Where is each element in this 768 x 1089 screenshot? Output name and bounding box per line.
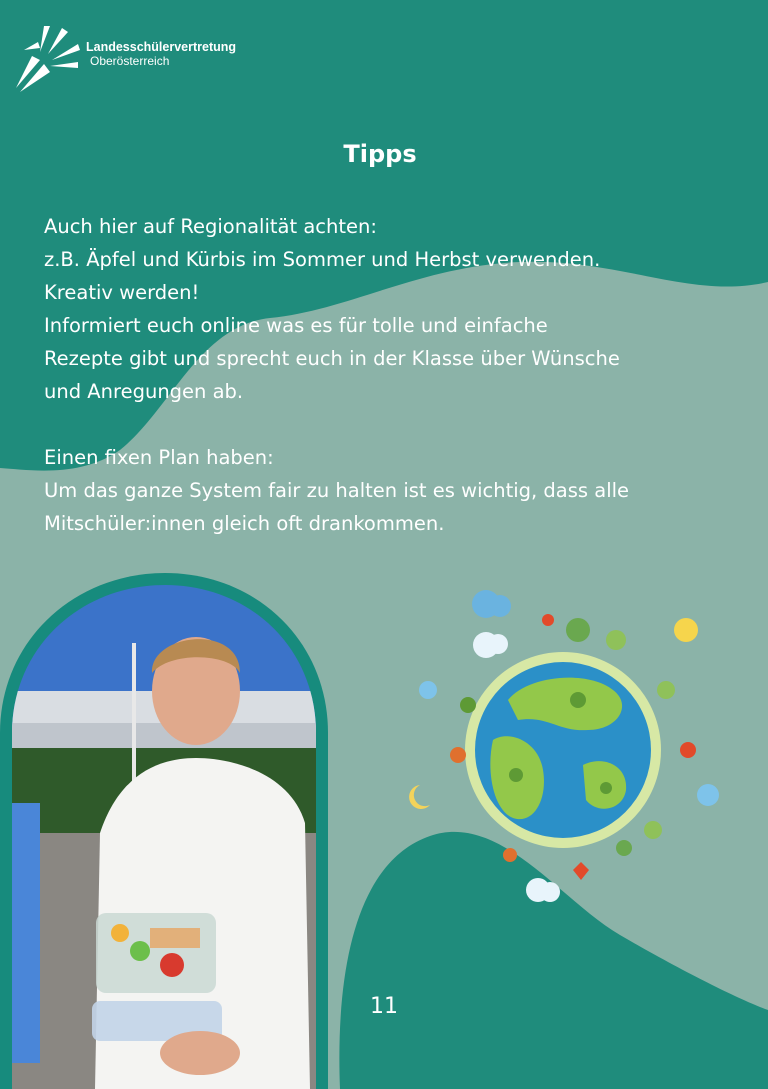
text-line: Informiert euch online was es für tolle und einfache [44,314,548,337]
earth-illustration-icon [398,590,728,910]
text-line: z.B. Äpfel und Kürbis im Sommer und Herbst verwenden. [44,248,601,271]
paragraph-gap [44,408,744,441]
tips-text [44,210,744,540]
student-photo [0,573,328,1089]
text-line: Mitschüler:innen gleich oft drankommen. [44,512,445,535]
page-number: 11 [370,994,398,1019]
text-line: Einen fixen Plan haben: [44,446,274,469]
org-region: Oberösterreich [90,54,170,68]
text-line: Um das ganze System fair zu halten ist es wichtig, dass alle [44,479,630,502]
text-line: Rezepte gibt und sprecht euch in der Klasse über Wünsche [44,347,620,370]
lsv-logo-icon [14,22,82,92]
text-line: und Anregungen ab. [44,380,244,403]
text-line: Kreativ werden! [44,281,200,304]
org-name: Landesschülervertretung [86,40,237,54]
org-name-block [86,40,236,68]
text-line: Auch hier auf Regionalität achten: [44,215,377,238]
page-title: Tipps [343,140,417,168]
